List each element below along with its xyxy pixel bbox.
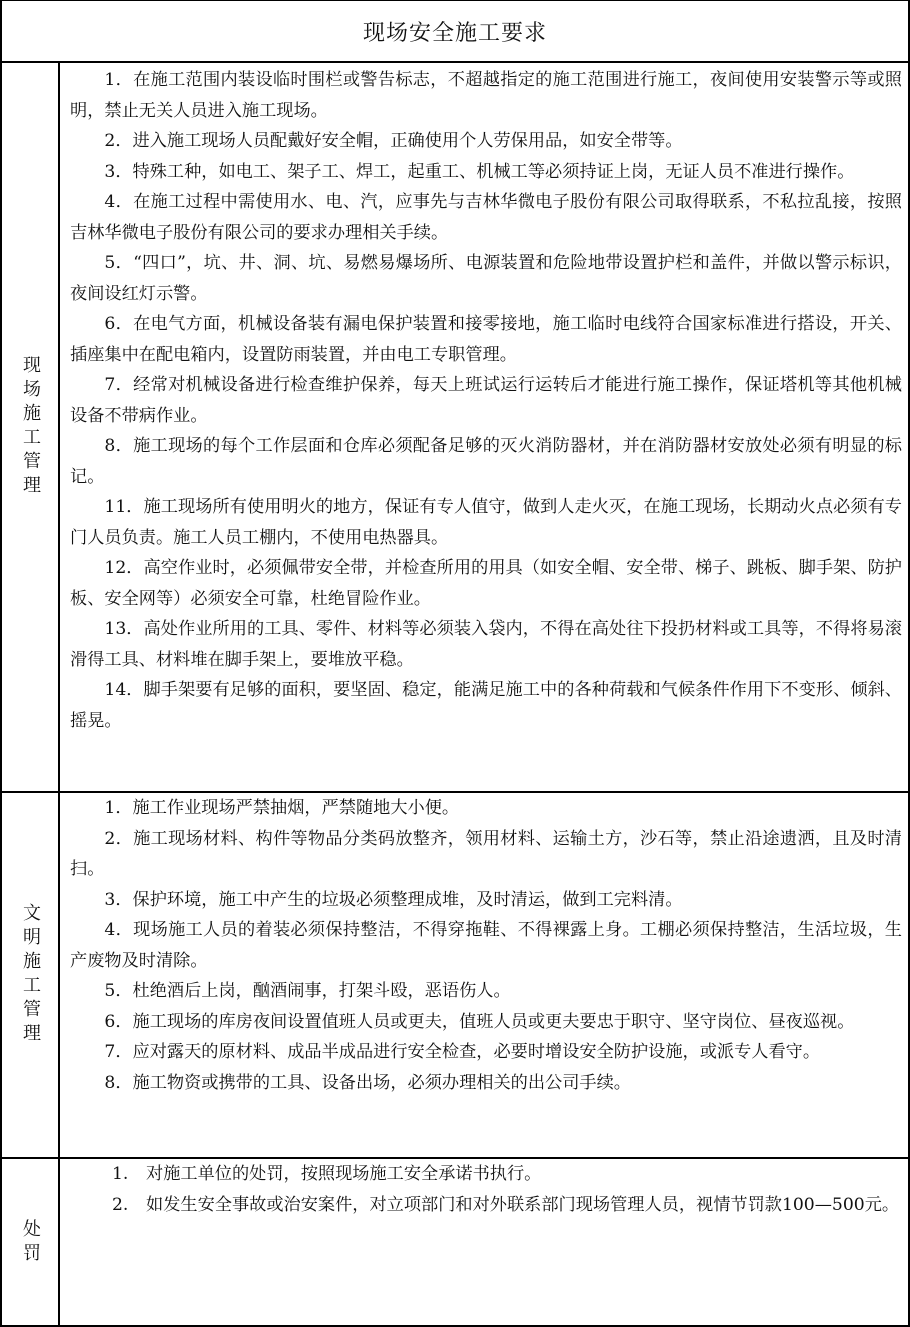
section-label-cell	[2, 1159, 60, 1326]
rule-item: 5．“四口”，坑、井、洞、坑、易燃易爆场所、电源装置和危险地带设置护栏和盖件，并做以警示标识，夜间设红灯示警。	[70, 253, 902, 304]
section-label: 处罚	[20, 1218, 41, 1267]
rule-item: 4．在施工过程中需使用水、电、汽，应事先与吉林华微电子股份有限公司取得联系，不私拉乱接，按照吉林华微电子股份有限公司的要求办理相关手续。	[70, 192, 902, 243]
penalty-text: 对施工单位的处罚，按照现场施工安全承诺书执行。	[146, 1164, 542, 1184]
rule-item: 1．施工作业现场严禁抽烟，严禁随地大小便。	[104, 798, 460, 818]
rule-item: 8．施工现场的每个工作层面和仓库必须配备足够的灭火消防器材，并在消防器材安放处必须有明显的标记。	[70, 436, 902, 487]
rule-item: 13．高处作业所用的工具、零件、材料等必须装入袋内，不得在高处往下投扔材料或工具等，不得将易滚滑得工具、材料堆在脚手架上，要堆放平稳。	[70, 619, 902, 670]
document-title: 现场安全施工要求	[2, 1, 908, 63]
rule-item: 12．高空作业时，必须佩带安全带，并检查所用的用具（如安全帽、安全带、梯子、跳板、脚手架、防护板、安全网等）必须安全可靠，杜绝冒险作业。	[70, 558, 902, 609]
rule-item: 8．施工物资或携带的工具、设备出场，必须办理相关的出公司手续。	[104, 1072, 631, 1093]
section-label: 文明施工管理	[20, 903, 41, 1047]
rule-item: 3．保护环境，施工中产生的垃圾必须整理成堆，及时清运，做到工完料清。	[104, 889, 683, 910]
penalty-number: 1.	[112, 1164, 129, 1184]
penalty-item	[80, 1159, 902, 1190]
penalty-item	[80, 1190, 902, 1221]
rule-item: 1．在施工范围内装设临时围栏或警告标志，不超越指定的施工范围进行施工，夜间使用安装警示等或照明，禁止无关人员进入施工现场。	[70, 70, 902, 121]
section-content	[60, 1159, 908, 1326]
section-label-cell	[2, 63, 60, 791]
rule-item: 2．进入施工现场人员配戴好安全帽，正确使用个人劳保用品，如安全带等。	[104, 131, 683, 151]
section-label: 现场施工管理	[20, 355, 41, 499]
section-site-construction-management	[2, 63, 908, 793]
rule-item: 6．在电气方面，机械设备装有漏电保护装置和接零接地，施工临时电线符合国家标准进行搭设，开关、插座集中在配电箱内，设置防雨装置，并由电工专职管理。	[70, 314, 902, 365]
section-label-cell	[2, 793, 60, 1157]
penalty-number: 2.	[112, 1194, 129, 1215]
rule-item: 7．应对露天的原材料、成品半成品进行安全检查，必要时增设安全防护设施，或派专人看守。	[104, 1042, 821, 1062]
rule-item: 5．杜绝酒后上岗，酗酒闹事，打架斗殴，恶语伤人。	[104, 981, 511, 1001]
rule-item: 6．施工现场的库房夜间设置值班人员或更夫，值班人员或更夫要忠于职守、坚守岗位、昼夜巡视。	[104, 1011, 855, 1032]
rule-item: 3．特殊工种，如电工、架子工、焊工，起重工、机械工等必须持证上岗，无证人员不准进行操作。	[104, 161, 855, 182]
section-civilized-construction-management	[2, 793, 908, 1159]
section-penalty	[2, 1159, 908, 1326]
rule-item: 11．施工现场所有使用明火的地方，保证有专人值守，做到人走火灭，在施工现场，长期动火点必须有专门人员负责。施工人员工棚内，不使用电热器具。	[70, 497, 902, 548]
penalty-text: 如发生安全事故或治安案件，对立项部门和对外联系部门现场管理人员，视情节罚款100—500元。	[146, 1194, 900, 1215]
rule-item: 7．经常对机械设备进行检查维护保养，每天上班试运行运转后才能进行施工操作，保证塔机等其他机械设备不带病作业。	[70, 375, 902, 426]
rule-item: 14．脚手架要有足够的面积，要坚固、稳定，能满足施工中的各种荷载和气候条件作用下不变形、倾斜、摇晃。	[70, 680, 902, 731]
rule-item: 2．施工现场材料、构件等物品分类码放整齐，领用材料、运输土方，沙石等，禁止沿途遗洒，且及时清扫。	[70, 828, 902, 879]
rule-item: 4．现场施工人员的着装必须保持整洁，不得穿拖鞋、不得裸露上身。工棚必须保持整洁，生活垃圾，生产废物及时清除。	[70, 920, 902, 971]
section-content	[60, 793, 908, 1157]
section-content	[60, 63, 908, 791]
